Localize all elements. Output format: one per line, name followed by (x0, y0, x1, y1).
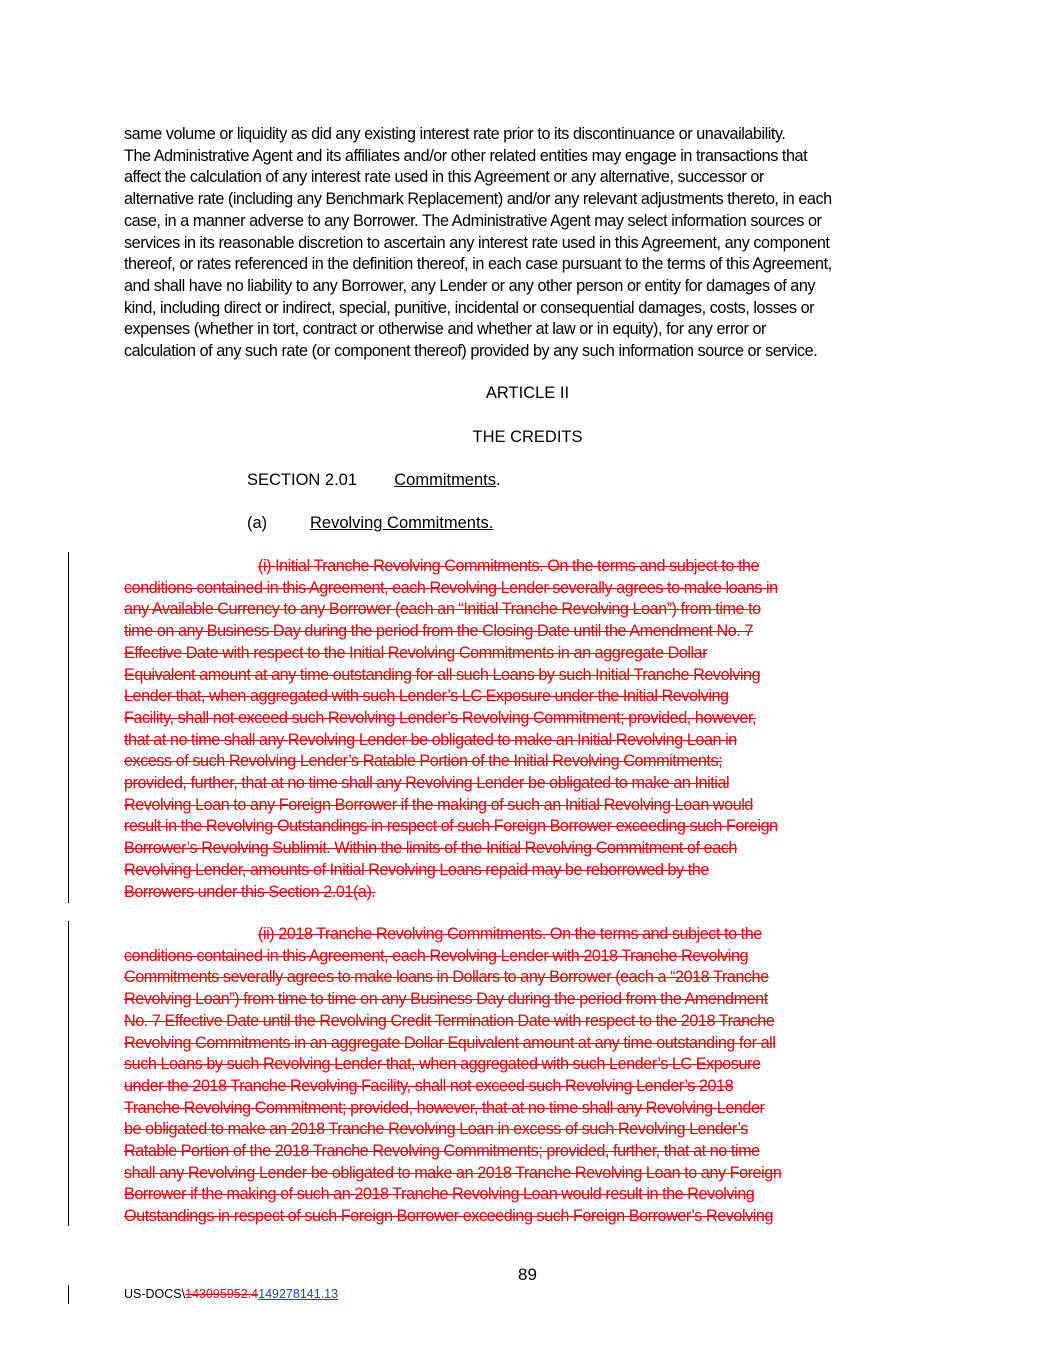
deleted-line: Lender that, when aggregated with such Lender’s LC Exposure under the Initial Revolving (124, 687, 729, 706)
deleted-line: Commitments severally agrees to make loans in Dollars to any Borrower (each a “2018 Tranche (124, 968, 769, 987)
deleted-line: Borrower if the making of such an 2018 Tranche Revolving Loan would result in the Revolving (124, 1185, 755, 1204)
intro-line: kind, including direct or indirect, special, punitive, incidental or consequential damages, costs, losses or (124, 298, 815, 317)
deleted-line: shall any Revolving Lender be obligated to make an 2018 Tranche Revolving Loan to any Foreign (124, 1163, 782, 1182)
deleted-line: Revolving Loan”) from time to time on any Business Day during the period from the Amendment (124, 990, 768, 1009)
footer-prefix: US-DOCS\ (124, 1287, 186, 1301)
intro-line: services in its reasonable discretion to ascertain any interest rate used in this Agreement, any component (124, 233, 830, 252)
deleted-line: conditions contained in this Agreement, each Revolving Lender severally agrees to make loans in (124, 578, 778, 597)
intro-line: calculation of any such rate (or component thereof) provided by any such information source or service. (124, 342, 818, 361)
deleted-line: conditions contained in this Agreement, each Revolving Lender with 2018 Tranche Revolving (124, 946, 749, 965)
document-id-footer (124, 1287, 338, 1301)
subsection-heading (247, 514, 494, 533)
section-heading (247, 471, 501, 490)
deleted-line: Revolving Loan to any Foreign Borrower if the making of such an Initial Revolving Loan would (124, 795, 753, 814)
intro-paragraph (124, 124, 930, 363)
deleted-line: (i) Initial Tranche Revolving Commitments. On the terms and subject to the (258, 557, 760, 575)
intro-line: The Administrative Agent and its affiliates and/or other related entities may engage in transactions that (124, 146, 808, 165)
deleted-line: excess of such Revolving Lender’s Ratable Portion of the Initial Revolving Commitments; (124, 752, 723, 771)
deleted-line: provided, further, that at no time shall any Revolving Lender be obligated to make an Initial (124, 774, 730, 793)
subsection-label: (a) (247, 514, 268, 532)
page-number: 89 (518, 1265, 537, 1284)
deleted-line: Outstandings in respect of such Foreign Borrower exceeding such Foreign Borrower’s Revolving (124, 1207, 774, 1226)
article-title: THE CREDITS (472, 428, 583, 446)
deleted-line: time on any Business Day during the period from the Closing Date until the Amendment No. 7 (124, 622, 753, 641)
deleted-paragraph-ii (124, 924, 930, 1228)
deleted-line: Borrowers under this Section 2.01(a). (124, 882, 376, 901)
deleted-line: Revolving Lender, amounts of Initial Revolving Loans repaid may be reborrowed by the (124, 860, 709, 879)
change-bar (68, 1285, 69, 1304)
deleted-line: (ii) 2018 Tranche Revolving Commitments. On the terms and subject to the (258, 925, 762, 943)
deleted-line: Revolving Commitments in an aggregate Dollar Equivalent amount at any time outstanding for all (124, 1033, 776, 1052)
deleted-line: Equivalent amount at any time outstanding for all such Loans by such Initial Tranche Revolving (124, 665, 761, 684)
article-heading: ARTICLE II (485, 384, 570, 402)
footer-inserted-id: 149278141.13 (258, 1287, 339, 1301)
intro-line: thereof, or rates referenced in the definition thereof, in each case pursuant to the terms of this Agreement, (124, 255, 832, 274)
change-bar (68, 921, 69, 1226)
deleted-line: Tranche Revolving Commitment; provided, however, that at no time shall any Revolving Lender (124, 1098, 765, 1117)
deleted-line: that at no time shall any Revolving Lender be obligated to make an Initial Revolving Loan in (124, 730, 737, 749)
subsection-title: Revolving Commitments. (310, 514, 494, 532)
intro-line: same volume or liquidity as did any existing interest rate prior to its discontinuance or unavailability. (124, 125, 786, 143)
deleted-line: Facility, shall not exceed such Revolving Lender’s Revolving Commitment; provided, however, (124, 708, 757, 727)
intro-line: case, in a manner adverse to any Borrower. The Administrative Agent may select information sources or (124, 211, 822, 230)
deleted-line: such Loans by such Revolving Lender that, when aggregated with such Lender’s LC Exposure (124, 1055, 761, 1074)
deleted-line: be obligated to make an 2018 Tranche Revolving Loan in excess of such Revolving Lender’s (124, 1120, 748, 1139)
section-number: SECTION 2.01 (247, 471, 358, 489)
intro-line: affect the calculation of any interest rate used in this Agreement or any alternative, successor or (124, 168, 764, 187)
intro-line: expenses (whether in tort, contract or otherwise and whether at law or in equity), for any error or (124, 320, 766, 339)
deleted-line: Effective Date with respect to the Initial Revolving Commitments in an aggregate Dollar (124, 643, 708, 662)
deleted-line: Borrower’s Revolving Sublimit. Within the limits of the Initial Revolving Commitment of each (124, 839, 737, 858)
deleted-line: No. 7 Effective Date until the Revolving Credit Termination Date with respect to the 2018 Tranche (124, 1011, 775, 1030)
deleted-line: Ratable Portion of the 2018 Tranche Revolving Commitments; provided, further, that at no time (124, 1142, 760, 1161)
deleted-line: result in the Revolving Outstandings in respect of such Foreign Borrower exceeding such Foreign (124, 817, 778, 836)
intro-line: and shall have no liability to any Borrower, any Lender or any other person or entity for damages of any (124, 276, 816, 295)
deleted-line: under the 2018 Tranche Revolving Facility, shall not exceed such Revolving Lender’s 2018 (124, 1076, 734, 1095)
section-title: Commitments (394, 471, 496, 489)
section-period: . (496, 471, 501, 489)
deleted-line: any Available Currency to any Borrower (each an “Initial Tranche Revolving Loan”) from time to (124, 600, 761, 619)
intro-line: alternative rate (including any Benchmark Replacement) and/or any relevant adjustments thereto, in each (124, 190, 832, 209)
deleted-paragraph-i (124, 556, 930, 903)
change-bar (68, 552, 69, 903)
footer-deleted-id: 143095952.4 (185, 1287, 259, 1301)
